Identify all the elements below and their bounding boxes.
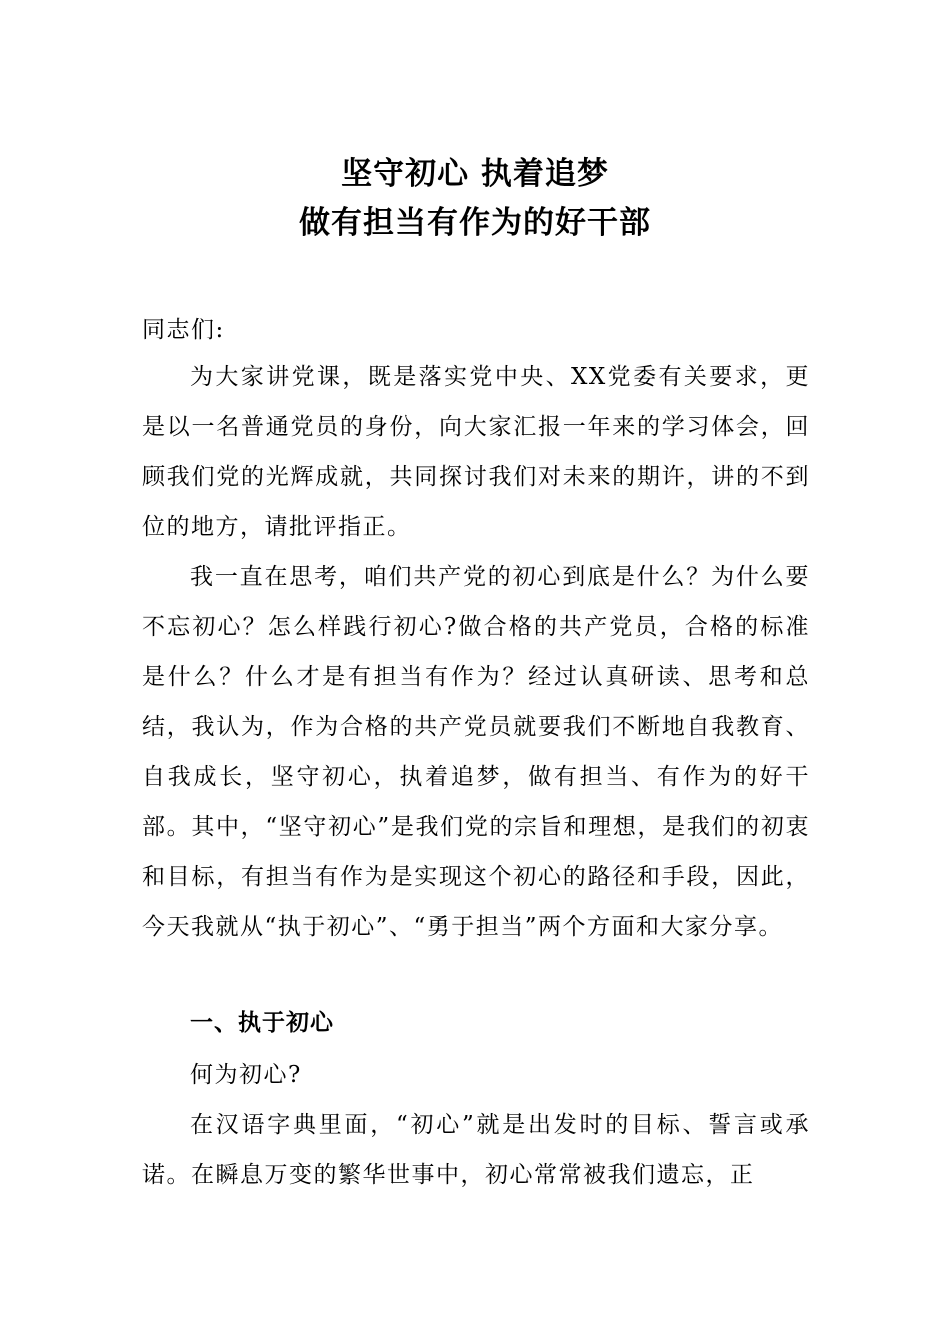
salutation: 同志们:	[142, 317, 225, 343]
paragraph-3: 在汉语字典里面，“初心”就是出发时的目标、誓言或承诺。在瞬息万变的繁华世事中，初心常常被我们遗忘，正	[142, 1112, 810, 1188]
document-title-line-1: 坚守初心 执着追梦	[341, 156, 609, 192]
question-line: 何为初心?	[190, 1062, 302, 1088]
paragraph-2: 我一直在思考，咱们共产党的初心到底是什么？为什么要不忘初心？怎么样践行初心?做合格的共产党员，合格的标准是什么？什么才是有担当有作为？经过认真研读、思考和总结，我认为，作为合格的共产党员就要我们不断地自我教育、自我成长，坚守初心，执着追梦，做有担当、有作为的好干部。其中，“坚守初心”是我们党的宗旨和理想，是我们的初衷和目标，有担当有作为是实现这个初心的路径和手段，因此，今天我就从“执于初心”、“勇于担当”两个方面和大家分享。	[142, 564, 810, 940]
paragraph-1: 为大家讲党课，既是落实党中央、XX党委有关要求，更是以一名普通党员的身份，向大家汇报一年来的学习体会，回顾我们党的光辉成就，共同探讨我们对未来的期许，讲的不到位的地方，请批评指正。	[142, 364, 810, 540]
document-title-line-2: 做有担当有作为的好干部	[299, 205, 651, 241]
section-heading: 一、执于初心	[190, 1010, 334, 1036]
